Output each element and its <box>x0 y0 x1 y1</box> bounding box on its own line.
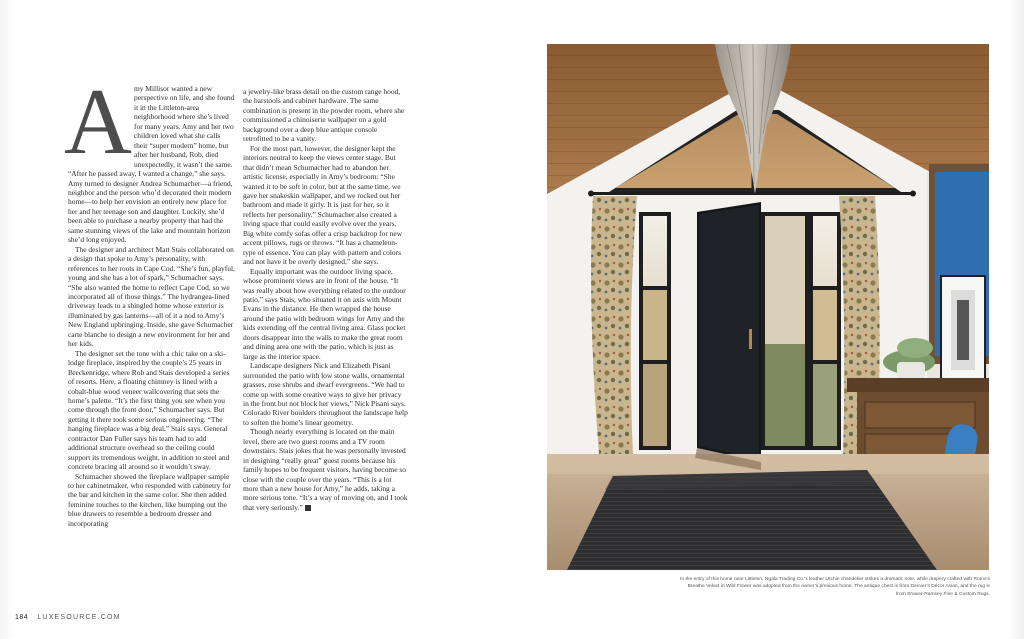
article-column-2 <box>243 87 408 512</box>
photo-caption: In the entry of this home near Littleton, Ngala Trading Co.’s leather Urchin chandelier strikes a dramatic note, while drapery crafted with Romo’s Breathe Velvet in Wild Flower was adopted from the owner’s previous home. The antique chest is from Denver’s Décor Asian, and the rug is from Shaver-Ramsey Fine & Custom Rugs. <box>680 577 990 597</box>
paragraph: Schumacher showed the fireplace wallpaper sample to her cabinetmaker, who responded with cabinetry for the bar and kitchen in the same color. She then added feminine touches to the kitchen, like bumping out the blue drawers to resemble a bedroom dresser and incorporating <box>68 471 231 528</box>
paragraph: Landscape designers Nick and Elizabeth Pisani surrounded the patio with low stone walls, ornamental grasses, rose shrubs and dwarf evergreens. “We had to come up with some creative ways to give her privacy in the front but not block her views,” Nick Pisani says. Colorado River boulders throughout the landscape help to soften the home’s linear geometry. <box>243 361 408 427</box>
paragraph: The designer and architect Matt Stais collaborated on a design that spoke to Amy’s personality, with references to her roots in Cape Cod. “She’s fun, playful, young and she has a lot of spark,” Schumacher says. “She also wanted the home to reflect Cape Cod, so we incorporated all of those things.” The hydrangea-lined driveway leads to a shingled home whose exterior is illuminated by gas lanterns—all of it a nod to Amy’s New England upbringing. Inside, she gave Schumacher carte blanche to design a new environment for her and her kids. <box>68 244 235 349</box>
page-number: 184 <box>15 614 29 621</box>
paragraph: my Millisor wanted a new perspective on life, and she found it in the Littleton-area neighborhood where she’s lived for many years. Amy and her two children loved what she calls their “super modern” home, but after her husband, Rob, died unexpectedly, it wasn’t the same. “After he passed away, I wanted a change,” she says. Amy turned to designer Andrea Schumacher—a friend, neighbor and the person who’d decorated their modern home—to help her envision an entirely new place for her and her teenage son and daughter. Luckily, she’d been able to purchase a nearby property that had the same stunning views of the lake and mountain horizon she’d long enjoyed. <box>68 84 235 245</box>
paragraph: a jewelry-like brass detail on the custom range hood, the barstools and cabinet hardware. The same combination is present in the powder room, where she commissioned a chinoiserie wallpaper on a gold background over a deep blue antique console retrofitted to be a vanity. <box>243 87 405 144</box>
paragraph-text: Though nearly everything is located on the main level, there are two guest rooms and a TV room downstairs. Stais jokes that he was personally invested in designing “really great” guest rooms because his family hopes to be frequent visitors, having become so close with the couple over the years. “This is a lot more than a new house for Amy,” he adds, taking a more serious tone. “It’s a way of moving on, and I took that very seriously.” <box>243 427 408 512</box>
article-column-1 <box>64 70 235 528</box>
paragraph: The designer set the tone with a chic take on a ski-lodge fireplace, inspired by the couple’s 25 years in Breckenridge, where Rob and Stais developed a series of resorts. Here, a floating chimney is lined with a cobalt-blue wood veneer wallcovering that sets the home’s palette. “It’s the first thing you see when you come through the front door,” Schumacher says. But getting it there took some serious engineering. “The hanging fireplace was a big deal,” Stais says. General contractor Dan Fuller says his team had to add additional structure overhead so the ceiling could support its tremendous weight, in addition to steel and concrete bracing all around so it wouldn’t sway. <box>68 348 230 472</box>
entry-photo <box>547 44 989 570</box>
drop-cap: A <box>64 70 132 174</box>
site-name: LUXESOURCE.COM <box>37 614 121 621</box>
page-footer <box>15 614 121 621</box>
paragraph: Equally important was the outdoor living space, whose prominent views are in front of the house. “It was really about how everything related to the outdoor patio,” says Stais, who situated it on axis with Mount Evans in the distance. He then wrapped the house around the patio with bedroom wings for Amy and the kids extending off the central living area. Glass pocket doors disappear into the walls to make the great room and dining area one with the patio, which is just as large as the interior space. <box>243 266 406 361</box>
paragraph: For the most part, however, the designer kept the interiors neutral to keep the views center stage. But that didn’t mean Schumacher had to abandon her artistic license, especially in Amy’s bedroom: “She wanted it to be soft in color, but at the same time, we gave her snakeskin wallpaper, and we rocked out her bathroom and made it girly. It is just for her, so it reflects her personality.” Schumacher also created a living space that could easily evolve over the years. Big white comfy sofas offer a crisp backdrop for new accent pillows, rugs or throws. “It has a chameleon-type of essence. You can play with pattern and colors and not have it be overly designed,” she says. <box>243 143 403 267</box>
paragraph <box>243 427 408 512</box>
end-mark-icon <box>305 505 311 511</box>
entry-illustration <box>547 44 989 570</box>
